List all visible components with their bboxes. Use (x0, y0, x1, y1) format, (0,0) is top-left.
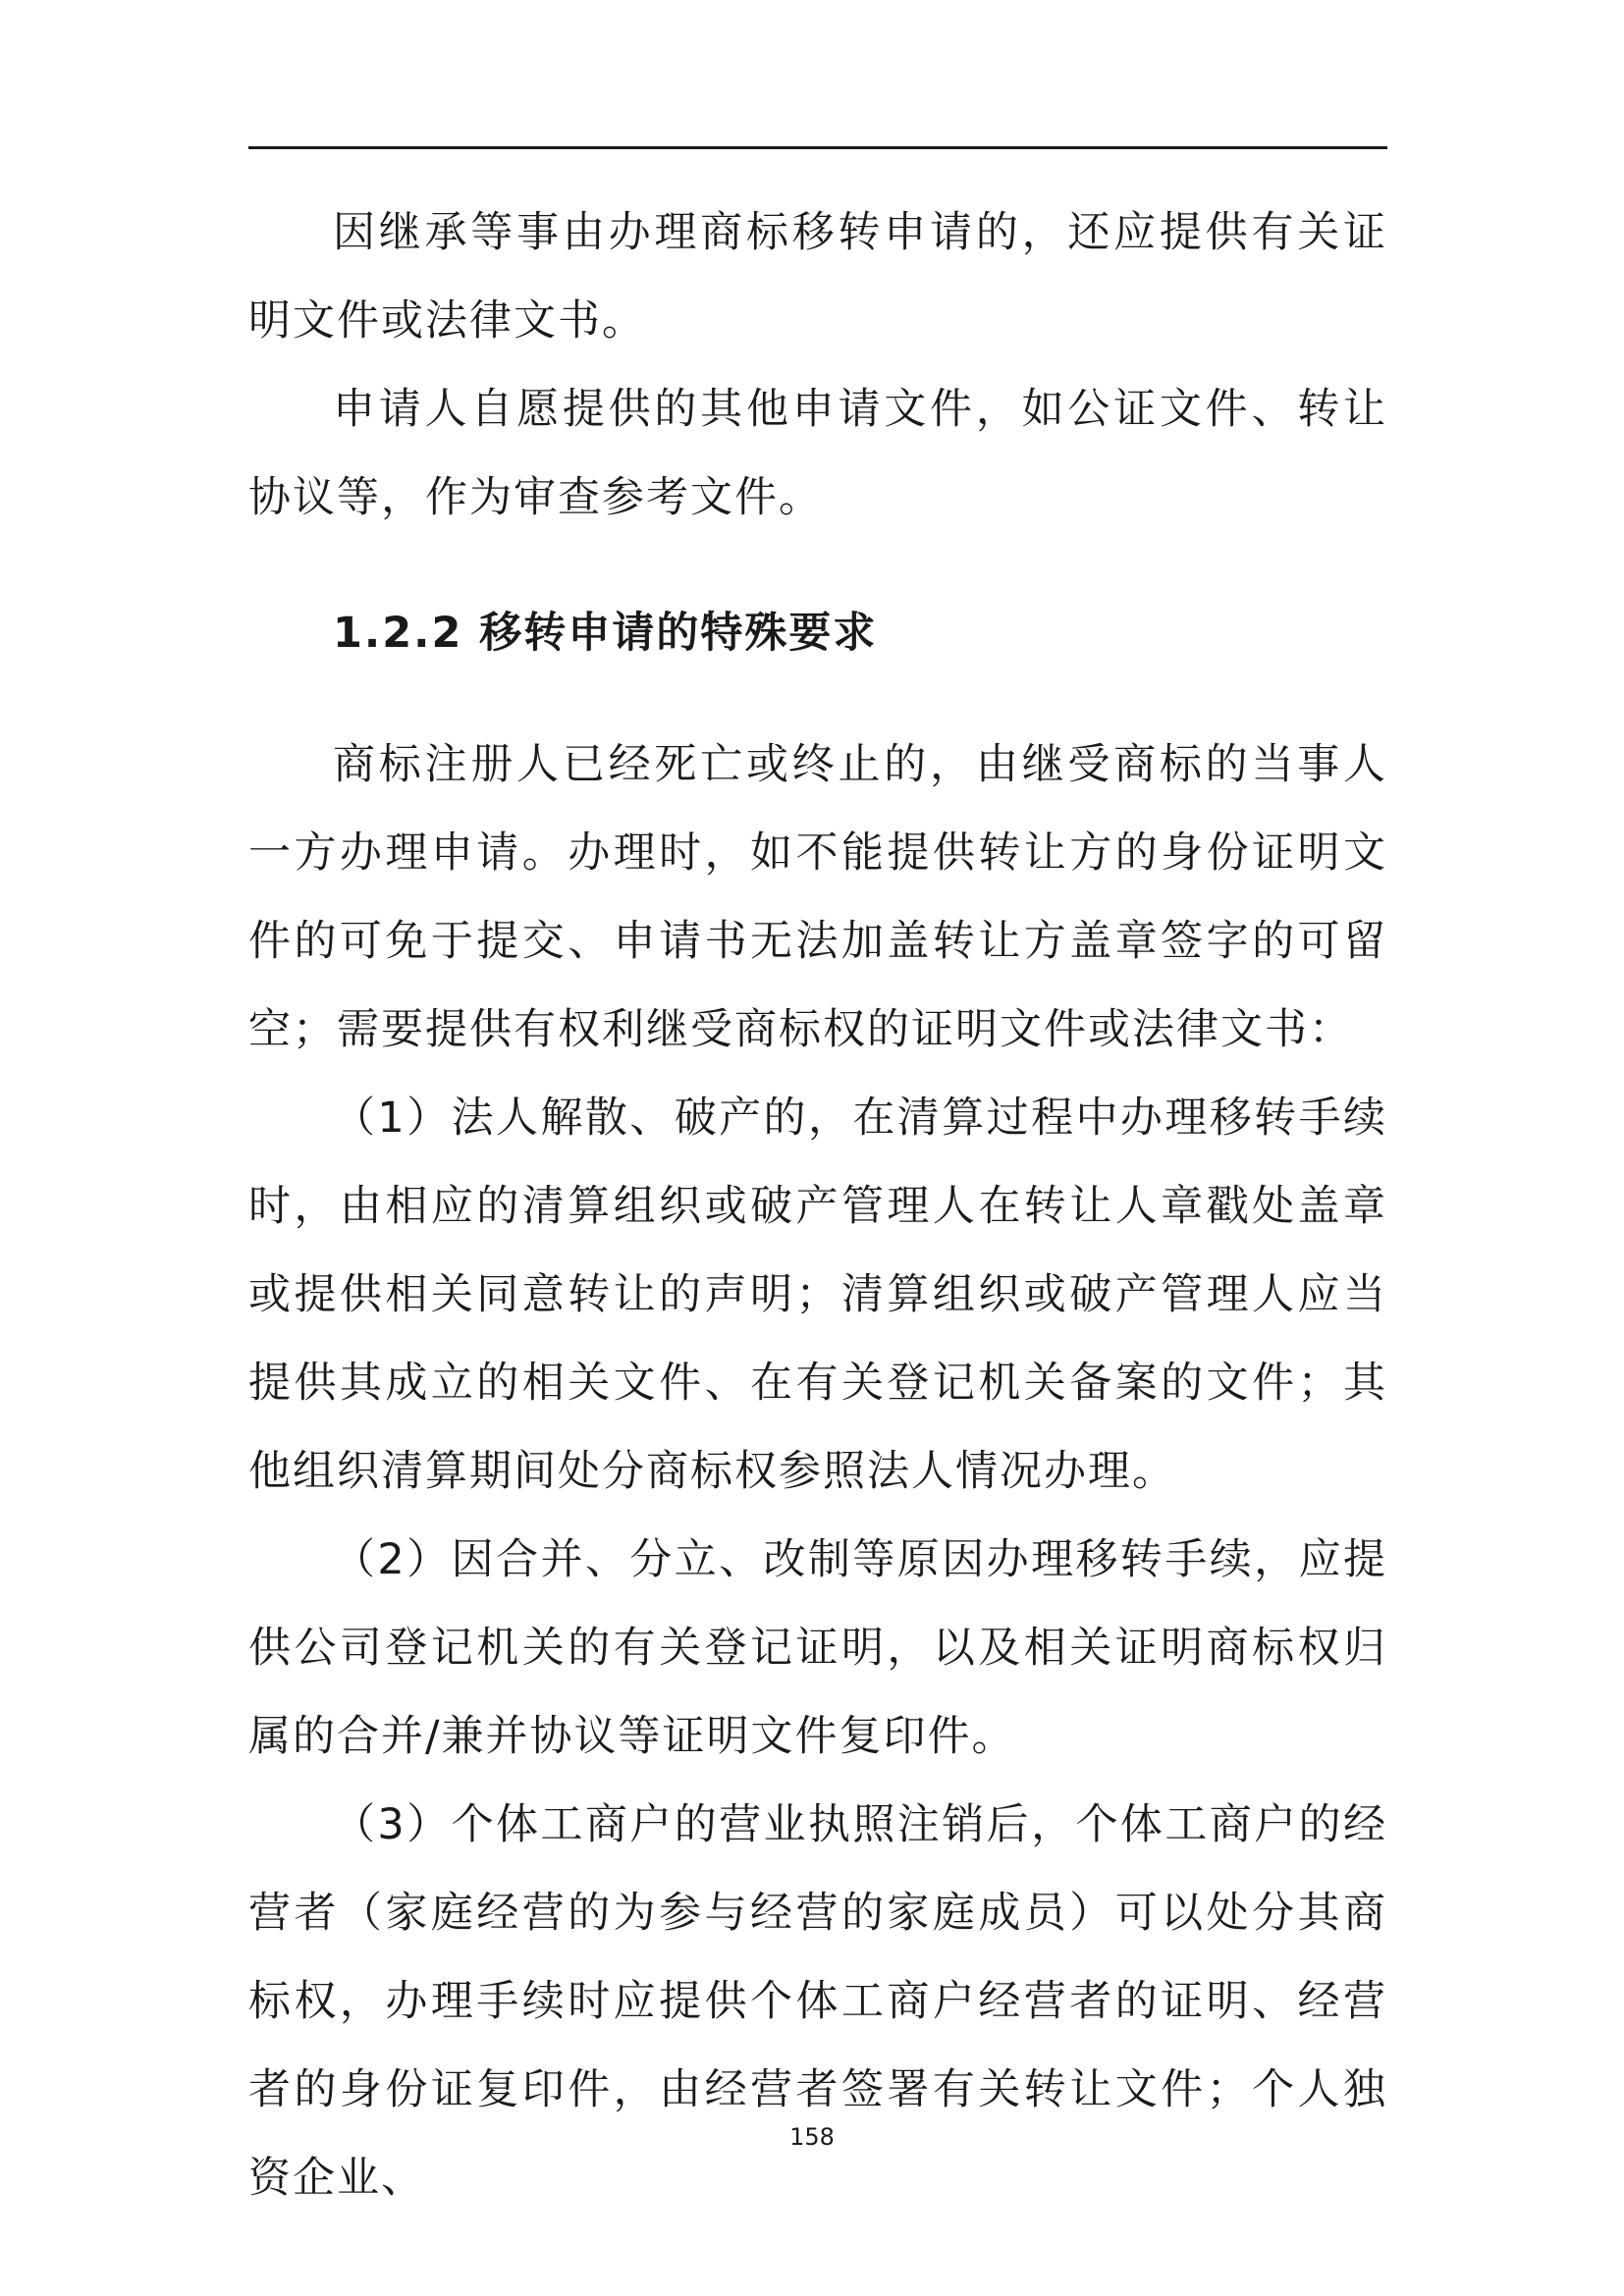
paragraph-deceased-registrant: 商标注册人已经死亡或终止的，由继受商标的当事人一方办理申请。办理时，如不能提供转让方的身份证明文件的可免于提交、申请书无法加盖转让方盖章签字的可留空；需要提供有权利继受商标权的证明文件或法律文书： (248, 740, 1387, 1054)
paragraph-inheritance-documents: 因继承等事由办理商标移转申请的，还应提供有关证明文件或法律文书。 (248, 208, 1387, 346)
section-heading: 1.2.2 移转申请的特殊要求 (333, 609, 878, 658)
paragraph-item-3: （3）个体工商户的营业执照注销后，个体工商户的经营者（家庭经营的为参与经营的家庭成员）可以处分其商标权，办理手续时应提供个体工商户经营者的证明、经营者的身份证复印件，由经营者签署有关转让文件；个人独资企业、 (248, 1800, 1387, 2203)
paragraph-item-1: （1）法人解散、破产的，在清算过程中办理移转手续时，由相应的清算组织或破产管理人在转让人章戳处盖章或提供相关同意转让的声明；清算组织或破产管理人应当提供其成立的相关文件、在有关登记机关备案的文件；其他组织清算期间处分商标权参照法人情况办理。 (248, 1094, 1387, 1496)
header-rule (248, 146, 1387, 149)
paragraph-item-2: （2）因合并、分立、改制等原因办理移转手续，应提供公司登记机关的有关登记证明，以及相关证明商标权归属的合并/兼并协议等证明文件复印件。 (248, 1535, 1387, 1761)
document-body (248, 188, 1387, 2222)
paragraph-voluntary-documents: 申请人自愿提供的其他申请文件，如公证文件、转让协议等，作为审查参考文件。 (248, 385, 1387, 522)
page-number: 158 (789, 2123, 835, 2151)
